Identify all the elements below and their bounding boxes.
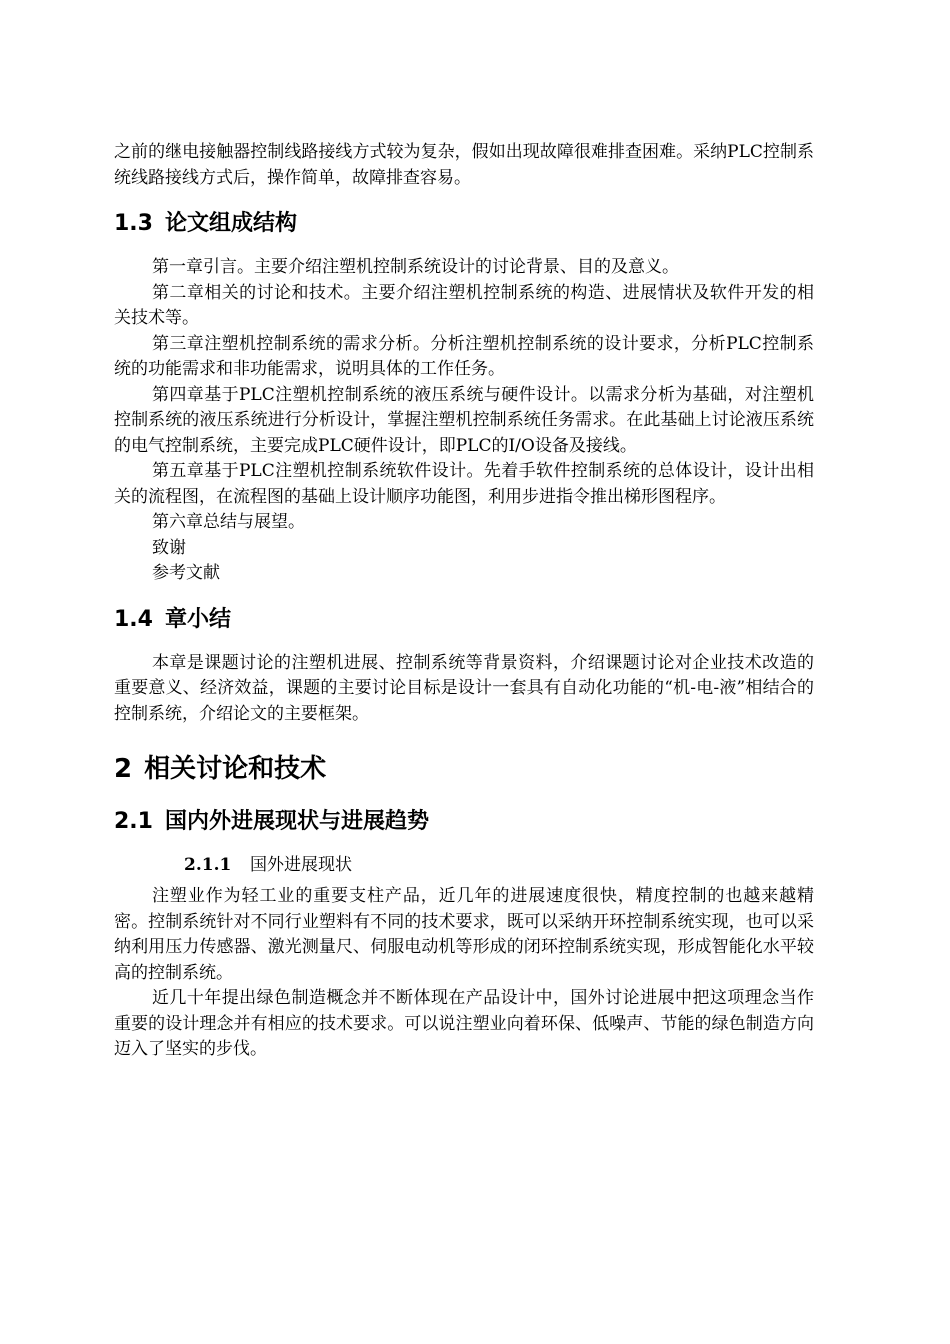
paragraph: 第一章引言。主要介绍注塑机控制系统设计的讨论背景、目的及意义。 [152,257,679,277]
section-title: 章小结 [164,606,231,632]
paragraph: 第五章基于PLC注塑机控制系统软件设计。先着手软件控制系统的总体设计，设计出相关的流程图，在流程图的基础上设计顺序功能图，利用步进指令推出梯形图程序。 [114,461,814,507]
paragraph: 参考文献 [152,563,220,583]
chapter-heading-2 [114,751,814,787]
paragraph: 注塑业作为轻工业的重要支柱产品，近几年的进展速度很快，精度控制的也越来越精密。控制系统针对不同行业塑料有不同的技术要求，既可以采纳开环控制系统实现，也可以采纳利用压力传感器、激光测量尺、伺服电动机等形成的闭环控制系统实现，形成智能化水平较高的控制系统。 [114,886,814,983]
paragraph: 第六章总结与展望。 [152,512,305,532]
paragraph: 第四章基于PLC注塑机控制系统的液压系统与硬件设计。以需求分析为基础，对注塑机控制系统的液压系统进行分析设计，掌握注塑机控制系统任务需求。在此基础上讨论液压系统的电气控制系统，主要完成PLC硬件设计，即PLC的I/O设备及接线。 [114,384,814,456]
subsection-heading-2-1-1 [184,853,814,878]
intro-paragraph: 之前的继电接触器控制线路接线方式较为复杂，假如出现故障很难排查困难。采纳PLC控制系统线路接线方式后，操作简单，故障排查容易。 [114,142,814,188]
section-number: 1.4 [114,606,153,632]
section-title: 国内外进展现状与进展趋势 [164,809,429,834]
subsection-number: 2.1.1 [184,855,232,875]
section-number: 2.1 [114,809,153,834]
paragraph: 第二章相关的讨论和技术。主要介绍注塑机控制系统的构造、进展情状及软件开发的相关技术等。 [114,282,814,328]
document-page [114,140,814,1063]
chapter-number: 2 [114,754,133,784]
section-number: 1.3 [114,211,153,236]
section-title: 论文组成结构 [164,211,297,236]
paragraph: 近几十年提出绿色制造概念并不断体现在产品设计中，国外讨论进展中把这项理念当作重要的设计理念并有相应的技术要求。可以说注塑业向着环保、低噪声、节能的绿色制造方向迈入了坚实的步伐。 [114,988,814,1059]
paragraph: 致谢 [152,537,186,558]
paragraph: 本章是课题讨论的注塑机进展、控制系统等背景资料，介绍课题讨论对企业技术改造的重要意义、经济效益，课题的主要讨论目标是设计一套具有自动化功能的“机-电-液”相结合的控制系统，介绍论文的主要框架。 [114,652,814,724]
section-heading-1-4 [114,605,814,635]
chapter-title: 相关讨论和技术 [144,754,327,784]
section-heading-1-3 [114,209,814,239]
subsection-title: 国外进展现状 [250,855,352,875]
paragraph: 第三章注塑机控制系统的需求分析。分析注塑机控制系统的设计要求，分析PLC控制系统的功能需求和非功能需求，说明具体的工作任务。 [114,333,814,379]
section-heading-2-1 [114,807,814,837]
